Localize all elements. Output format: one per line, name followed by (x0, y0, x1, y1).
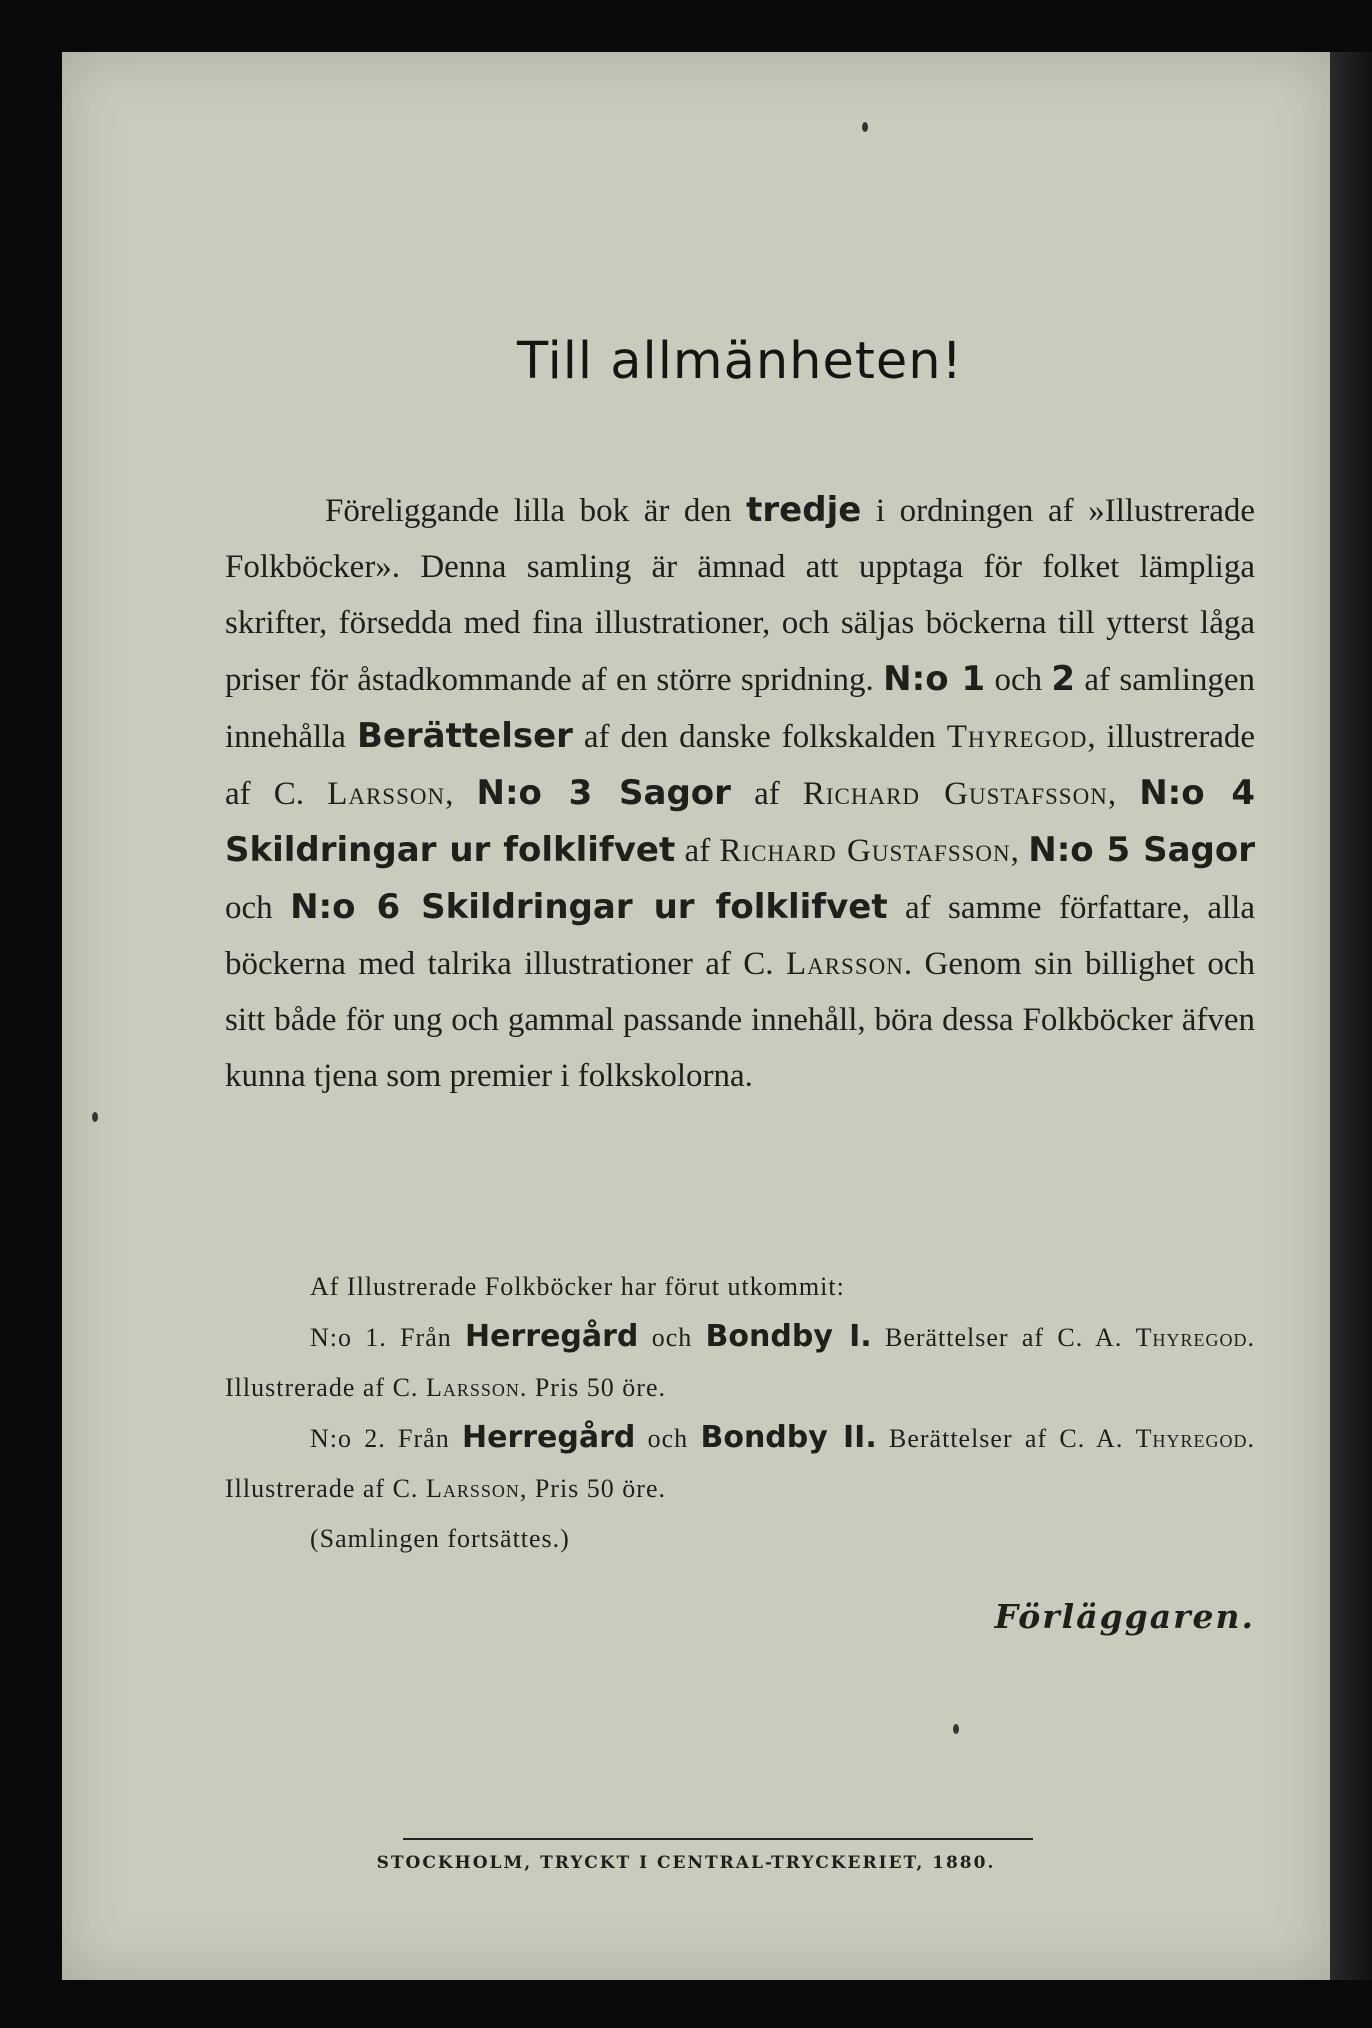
list-intro: Af Illustrerade Folkböcker har förut utkommit: (310, 1272, 845, 1301)
ink-speck (92, 1112, 98, 1122)
paragraph-text (225, 482, 1255, 1104)
bold-run: N:o 5 Sagor (1028, 830, 1256, 870)
ink-speck (862, 122, 868, 132)
smallcaps-name: Larsson (425, 1474, 520, 1503)
bold-run: 2 (1051, 659, 1076, 699)
bold-run: Herregård (465, 1319, 639, 1354)
text-run: och (638, 1323, 706, 1352)
bold-run: N:o 6 Skildringar ur folklifvet (290, 887, 888, 927)
text-run: i ordningen af »Illustrerade Folkböcker». Denna samling är ämnad att upptaga för folket lämpliga skrifter, försedda med fina illustrationer, och säljas böckerna till ytterst låga priser för åstadkommande af en större spridning. (225, 493, 1255, 698)
bold-run: N:o 4 Skildringar ur folklifvet (225, 773, 1255, 870)
bold-run: Bondby I. (705, 1319, 872, 1354)
publisher-signature: Förläggaren. (994, 1597, 1255, 1636)
list-item-2 (225, 1413, 1255, 1514)
text-run: af (675, 833, 720, 869)
text-run: . Pris 50 öre. (519, 1373, 667, 1402)
text-run: och (635, 1424, 701, 1453)
text-run: . Illustrerade af C. (225, 1424, 1255, 1503)
text-run: af den danske folkskalden (572, 719, 947, 755)
book-page (62, 52, 1330, 1980)
text-run: Föreliggande lilla bok är den (325, 493, 747, 529)
bold-run: Berättelser (356, 716, 573, 756)
imprint-rule (403, 1838, 1033, 1840)
earlier-volumes (225, 1262, 1255, 1564)
page-title: Till allmänheten! (517, 332, 963, 391)
text-run: . Illustrerade af C. (225, 1323, 1256, 1402)
list-item-1 (225, 1312, 1255, 1413)
text-run: , illustrerade af C. (225, 719, 1255, 812)
smallcaps-name: Larsson (785, 946, 904, 982)
bold-run: Herregård (461, 1420, 636, 1455)
text-run: , (445, 776, 477, 812)
smallcaps-name: Larsson (425, 1373, 520, 1402)
text-run: af (730, 776, 803, 812)
ink-speck (953, 1724, 959, 1734)
text-run: N:o 2. Från (310, 1424, 462, 1453)
main-paragraph (225, 482, 1255, 1104)
bold-run: N:o 3 Sagor (476, 773, 731, 813)
printer-imprint: STOCKHOLM, TRYCKT I CENTRAL-TRYCKERIET, 1880. (376, 1853, 996, 1873)
text-run: af samlingen innehålla (225, 662, 1256, 755)
text-run: , (1010, 833, 1029, 869)
bold-run: tredje (746, 490, 862, 530)
text-run: och (225, 890, 291, 926)
bold-run: N:o 1 (883, 659, 986, 699)
text-run: N:o 1. Från (310, 1323, 466, 1352)
text-run: af samme författare, alla böckerna med talrika illustrationer af C. (225, 890, 1255, 982)
text-run: Berättelser af C. A. (876, 1424, 1136, 1453)
smallcaps-name: Richard Gustafsson (802, 776, 1108, 812)
smallcaps-name: Thyregod (946, 719, 1088, 755)
smallcaps-name: Richard Gustafsson (719, 833, 1011, 869)
text-run: och (985, 662, 1052, 698)
text-run: , (1107, 776, 1140, 812)
continuation-note: (Samlingen fortsättes.) (310, 1524, 570, 1553)
text-run: , Pris 50 öre. (519, 1474, 667, 1503)
text-run: . Genom sin billighet och sitt både för ung och gammal passande innehåll, böra dessa Folkböcker äfven kunna tjena som premier i folkskolorna. (225, 946, 1256, 1094)
page-edge-shadow (1330, 52, 1372, 1980)
text-run: Berättelser af C. A. (871, 1323, 1136, 1352)
smallcaps-name: Thyregod (1135, 1323, 1248, 1352)
bold-run: Bondby II. (700, 1420, 877, 1455)
smallcaps-name: Thyregod (1135, 1424, 1248, 1453)
smallcaps-name: Larsson (327, 776, 446, 812)
